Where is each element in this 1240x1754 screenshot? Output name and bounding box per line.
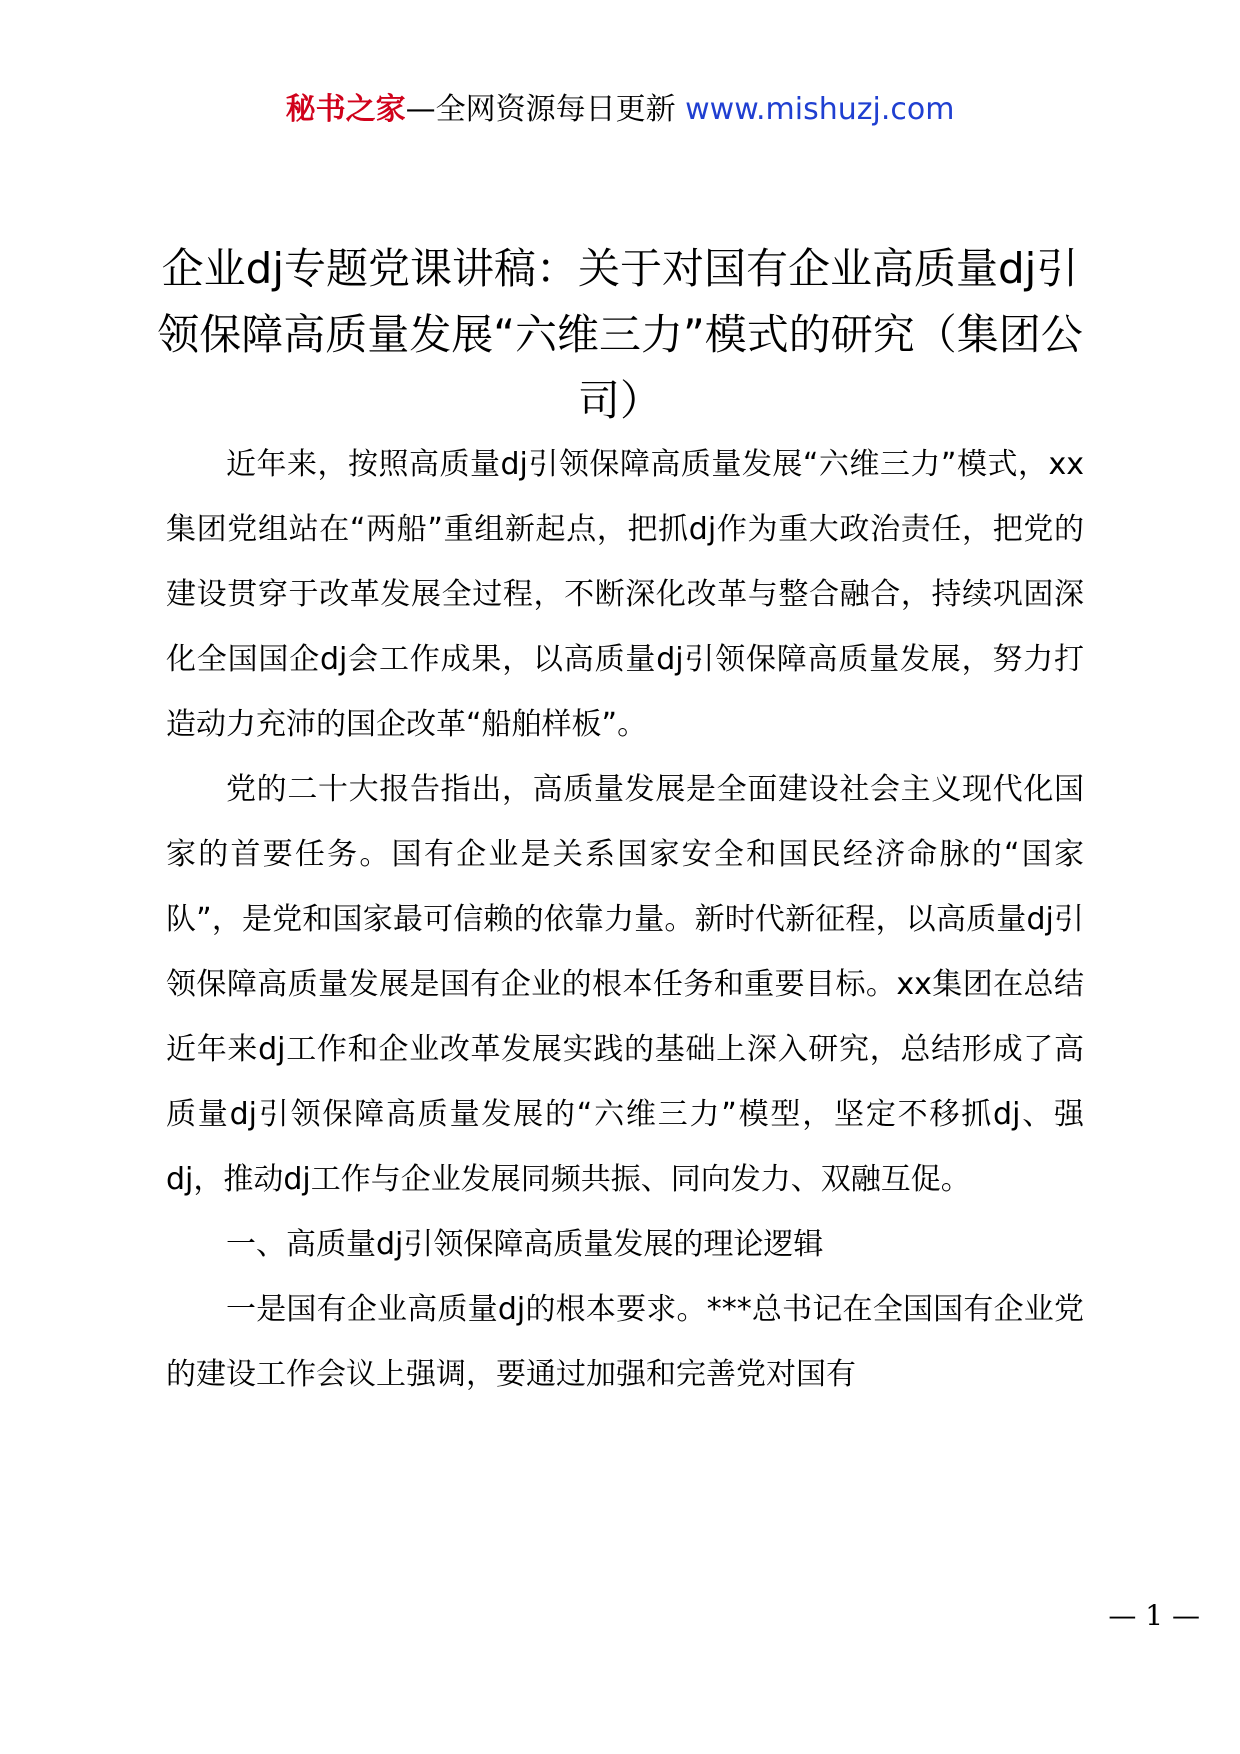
paragraph-intro: 近年来，按照高质量dj引领保障高质量发展“六维三力”模式，xx集团党组站在“两船”重组新起点，把抓dj作为重大政治责任，把党的建设贯穿于改革发展全过程，不断深化改革与整合融合，持续巩固深化全国国企dj会工作成果，以高质量dj引领保障高质量发展，努力打造动力充沛的国企改革“船舶样板”。 xyxy=(166,447,1084,742)
paragraph-background: 党的二十大报告指出，高质量发展是全面建设社会主义现代化国家的首要任务。国有企业是关系国家安全和国民经济命脉的“国家队”，是党和国家最可信赖的依靠力量。新时代新征程，以高质量dj引领保障高质量发展是国有企业的根本任务和重要目标。xx集团在总结近年来dj工作和企业改革发展实践的基础上深入研究，总结形成了高质量dj引领保障高质量发展的“六维三力”模型，坚定不移抓dj、强dj，推动dj工作与企业发展同频共振、同向发力、双融互促。 xyxy=(166,772,1084,1197)
site-url-link[interactable]: www.mishuzj.com xyxy=(685,92,955,127)
document-body xyxy=(166,432,1084,1407)
site-tagline: —全网资源每日更新 xyxy=(405,92,676,127)
site-brand: 秘书之家 xyxy=(285,92,406,127)
document-title: 企业dj专题党课讲稿：关于对国有企业高质量dj引领保障高质量发展“六维三力”模式的研究（集团公司） xyxy=(157,244,1083,425)
page-number: — 1 — xyxy=(1108,1599,1200,1632)
paragraph-point-one: 一是国有企业高质量dj的根本要求。***总书记在全国国有企业党的建设工作会议上强调，要通过加强和完善党对国有 xyxy=(166,1292,1084,1392)
site-header xyxy=(0,88,1240,132)
section-heading: 一、高质量dj引领保障高质量发展的理论逻辑 xyxy=(226,1227,824,1262)
